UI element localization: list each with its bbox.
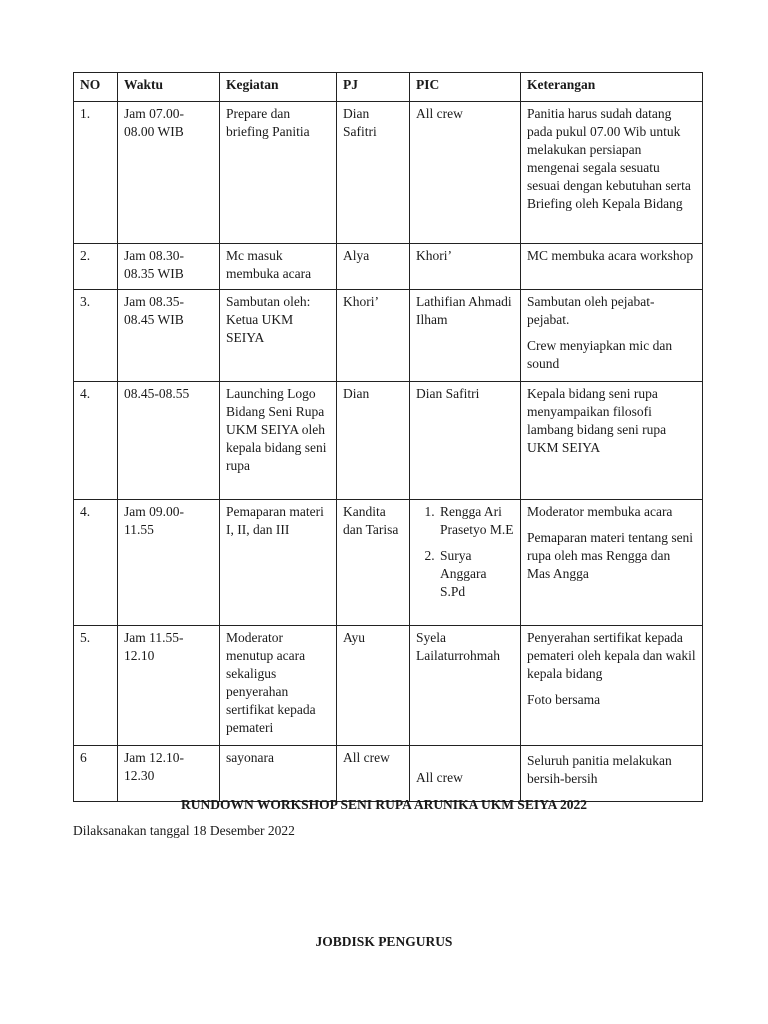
keterangan-line: MC membuka acara workshop [527,248,694,263]
cell-waktu: Jam 12.10-12.30 [118,746,220,802]
table-row [74,290,703,382]
cell-pic [410,500,521,626]
list-item: 1. Rengga Ari Prasetyo M.E [438,503,514,539]
cell-kegiatan: Moderator menutup acara sekaligus penyerahan sertifikat kepada pemateri [220,626,337,746]
keterangan-line: Penyerahan sertifikat kepada pemateri oleh kepala dan wakil kepala bidang [527,630,696,681]
date-line: Dilaksanakan tanggal 18 Desember 2022 [73,823,295,838]
cell-keterangan [521,102,703,244]
cell-pj: Dian Safitri [337,102,410,244]
cell-pj: Khori’ [337,290,410,382]
cell-pj: Dian [337,382,410,500]
cell-kegiatan: Mc masuk membuka acara [220,244,337,290]
cell-pj: All crew [337,746,410,802]
keterangan-line: Crew menyiapkan mic dan sound [527,338,673,371]
cell-waktu: Jam 08.35-08.45 WIB [118,290,220,382]
cell-keterangan [521,290,703,382]
cell-pic [410,746,521,802]
cell-pic: Dian Safitri [410,382,521,500]
table-row [74,382,703,500]
keterangan-line: Panitia harus sudah datang pada pukul 07.00 Wib untuk melakukan persiapan mengenai segala sesuatu sesuai dengan kebutuhan serta Briefing oleh Kepala Bidang [527,106,691,211]
cell-kegiatan: Launching Logo Bidang Seni Rupa UKM SEIYA oleh kepala bidang seni rupa [220,382,337,500]
cell-no: 6 [74,746,118,802]
section-heading: JOBDISK PENGURUS [315,934,453,949]
keterangan-line: Sambutan oleh pejabat-pejabat. [527,294,655,327]
table-row [74,746,703,802]
table-header-row [74,73,703,102]
cell-waktu: Jam 11.55-12.10 [118,626,220,746]
header-keterangan: Keterangan [521,73,703,102]
keterangan-line: Seluruh panitia melakukan bersih-bersih [527,753,672,786]
cell-no: 2. [74,244,118,290]
cell-keterangan [521,626,703,746]
keterangan-line: Kepala bidang seni rupa menyampaikan filosofi lambang bidang seni rupa UKM SEIYA [527,386,667,455]
header-pic: PIC [410,73,521,102]
table-row [74,102,703,244]
cell-waktu: 08.45-08.55 [118,382,220,500]
cell-kegiatan: Prepare dan briefing Panitia [220,102,337,244]
cell-pj: Ayu [337,626,410,746]
cell-keterangan [521,382,703,500]
pic-text: All crew [416,770,463,785]
cell-pic: All crew [410,102,521,244]
document-title: RUNDOWN WORKSHOP SENI RUPA ARUNIKA UKM SEIYA 2022 [181,797,587,812]
cell-pic: Syela Lailaturrohmah [410,626,521,746]
cell-waktu: Jam 08.30-08.35 WIB [118,244,220,290]
cell-keterangan [521,244,703,290]
cell-pic: Lathifian Ahmadi Ilham [410,290,521,382]
table-row [74,500,703,626]
rundown-table [73,72,703,802]
cell-no: 3. [74,290,118,382]
cell-waktu: Jam 07.00-08.00 WIB [118,102,220,244]
cell-keterangan [521,500,703,626]
header-waktu: Waktu [118,73,220,102]
cell-no: 4. [74,500,118,626]
header-pj: PJ [337,73,410,102]
cell-pj: Alya [337,244,410,290]
keterangan-line: Foto bersama [527,692,601,707]
cell-kegiatan: Pemaparan materi I, II, dan III [220,500,337,626]
pic-list [416,503,514,601]
cell-no: 1. [74,102,118,244]
cell-kegiatan: Sambutan oleh: Ketua UKM SEIYA [220,290,337,382]
keterangan-line: Moderator membuka acara [527,504,673,519]
header-kegiatan: Kegiatan [220,73,337,102]
cell-waktu: Jam 09.00-11.55 [118,500,220,626]
header-no: NO [74,73,118,102]
cell-keterangan [521,746,703,802]
cell-kegiatan: sayonara [220,746,337,802]
cell-pj: Kandita dan Tarisa [337,500,410,626]
cell-pic: Khori’ [410,244,521,290]
list-item: 2. Surya Anggara S.Pd [438,547,514,601]
cell-no: 4. [74,382,118,500]
table-row [74,626,703,746]
table-row [74,244,703,290]
keterangan-line: Pemaparan materi tentang seni rupa oleh mas Rengga dan Mas Angga [527,530,694,581]
cell-no: 5. [74,626,118,746]
